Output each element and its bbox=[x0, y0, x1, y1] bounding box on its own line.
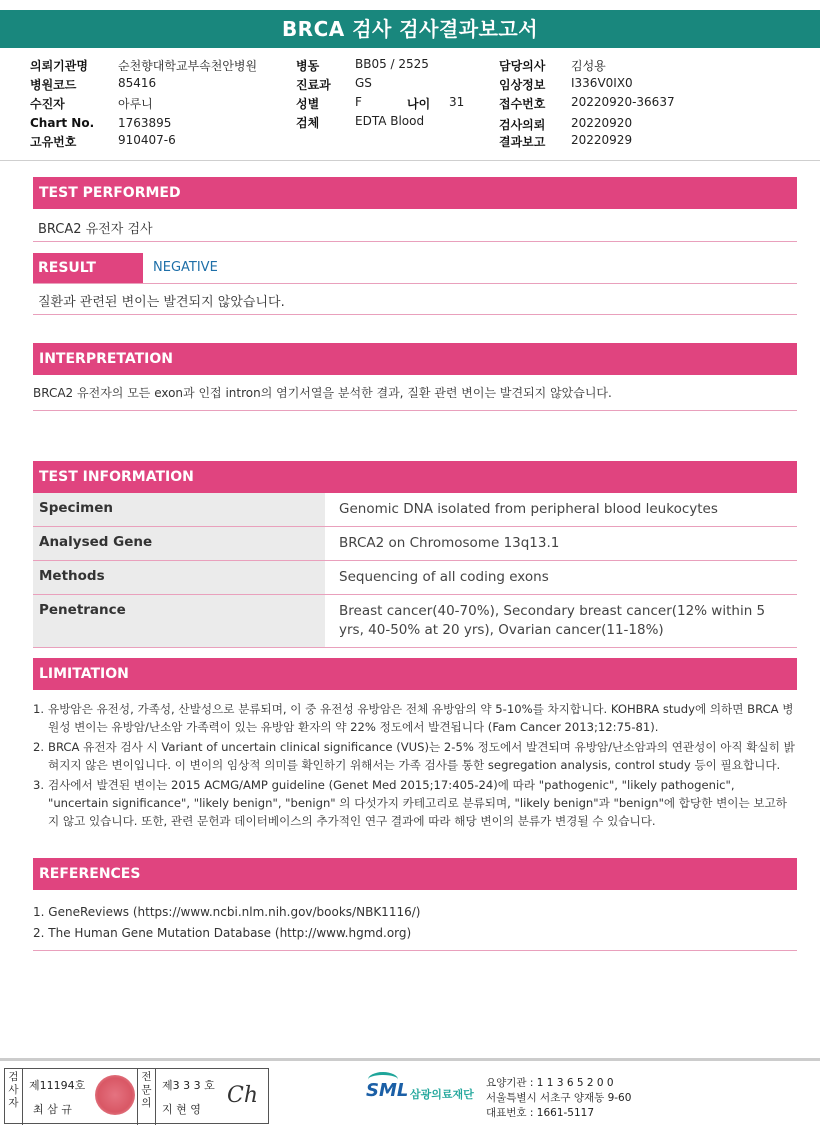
header-label: 병동 bbox=[296, 59, 320, 73]
list-number: 2. bbox=[33, 926, 45, 940]
section-heading-test-information: TEST INFORMATION bbox=[33, 461, 797, 493]
header-value: 20220929 bbox=[571, 133, 633, 147]
interpretation-text: BRCA2 유전자의 모든 exon과 인접 intron의 염기서열을 분석한 결과, 질환 관련 변이는 발견되지 않았습니다. bbox=[33, 386, 612, 400]
header-value: 순천향대학교부속천안병원 bbox=[118, 59, 258, 73]
header-label: 병원코드 bbox=[30, 78, 77, 92]
result-value: NEGATIVE bbox=[153, 260, 218, 275]
header-label: 의뢰기관명 bbox=[30, 59, 88, 73]
lab-code: 요양기관 : 1 1 3 6 5 2 0 0 bbox=[486, 1077, 614, 1089]
header-value: 김성용 bbox=[571, 59, 606, 73]
header-value: BB05 / 2525 bbox=[355, 57, 429, 71]
result-text: 질환과 관련된 변이는 발견되지 않았습니다. bbox=[38, 295, 285, 310]
list-item bbox=[33, 776, 797, 830]
divider bbox=[33, 950, 797, 951]
header-value: 85416 bbox=[118, 76, 157, 90]
lab-phone: 대표번호 : 1661-5117 bbox=[486, 1107, 595, 1119]
header-value: 20220920-36637 bbox=[571, 95, 675, 109]
header-value: 20220920 bbox=[571, 116, 633, 130]
table-row bbox=[33, 493, 797, 527]
inspector-license-no: 제11194호 bbox=[29, 1079, 86, 1092]
header-label: 성별 bbox=[296, 97, 320, 111]
header-value: EDTA Blood bbox=[355, 114, 425, 128]
report-title: BRCA 검사 검사결과보고서 bbox=[0, 10, 820, 48]
reviewer-label: 전문의 bbox=[137, 1069, 156, 1125]
logo-korean-text: 삼광의료재단 bbox=[410, 1088, 474, 1101]
info-key: Penetrance bbox=[33, 595, 325, 648]
header-label: Chart No. bbox=[30, 116, 95, 130]
list-number: 2. bbox=[33, 740, 45, 754]
header-label: 담당의사 bbox=[499, 59, 546, 73]
info-value: Breast cancer(40-70%), Secondary breast cancer(12% within 5 yrs, 40-50% at 20 yrs), Ovarian cancer(11-18%) bbox=[325, 595, 797, 648]
info-key: Specimen bbox=[33, 493, 325, 527]
lab-info bbox=[486, 1076, 631, 1121]
header-label: 고유번호 bbox=[30, 135, 77, 149]
test-performed-text: BRCA2 유전자 검사 bbox=[38, 222, 153, 237]
header-label: 나이 bbox=[407, 97, 431, 111]
divider bbox=[33, 283, 797, 284]
header-value: 910407-6 bbox=[118, 133, 176, 147]
divider bbox=[33, 241, 797, 242]
lab-address: 서울특별시 서초구 양재동 9-60 bbox=[486, 1092, 632, 1104]
references-list bbox=[33, 902, 797, 944]
section-heading-interpretation: INTERPRETATION bbox=[33, 343, 797, 375]
inspector-name: 최 삼 규 bbox=[33, 1103, 72, 1116]
logo-text: SML bbox=[366, 1080, 409, 1101]
header-label: 진료과 bbox=[296, 78, 331, 92]
list-number: 1. bbox=[33, 702, 45, 716]
info-value: Genomic DNA isolated from peripheral blood leukocytes bbox=[325, 493, 797, 527]
list-number: 3. bbox=[33, 778, 45, 792]
test-information-table bbox=[33, 493, 797, 648]
list-text: BRCA 유전자 검사 시 Variant of uncertain clinical significance (VUS)는 2-5% 정도에서 발견되며 유방암/난소암과의 연관성이 아직 확실히 밝혀지지 않은 변이입니다. 이 변이의 임상적 의미를 확인하기 위해서는 가족 검사를 통한 segregation analysis, control study 등이 필요합니다. bbox=[48, 740, 795, 772]
section-heading-references: REFERENCES bbox=[33, 858, 797, 890]
header-value: F bbox=[355, 95, 362, 109]
list-text: GeneReviews (https://www.ncbi.nlm.nih.gov/books/NBK1116/) bbox=[48, 905, 421, 919]
info-key: Analysed Gene bbox=[33, 527, 325, 561]
list-text: The Human Gene Mutation Database (http://www.hgmd.org) bbox=[48, 926, 412, 940]
reviewer-name: 지 현 영 bbox=[162, 1103, 201, 1116]
list-item bbox=[33, 902, 797, 923]
table-row bbox=[33, 561, 797, 595]
list-item bbox=[33, 923, 797, 944]
section-heading-limitation: LIMITATION bbox=[33, 658, 797, 690]
inspector-label: 검사자 bbox=[5, 1069, 23, 1125]
header-value: I336V0IX0 bbox=[571, 76, 633, 90]
header-label: 결과보고 bbox=[499, 135, 546, 149]
list-number: 1. bbox=[33, 905, 45, 919]
limitation-list bbox=[33, 700, 797, 830]
info-value: BRCA2 on Chromosome 13q13.1 bbox=[325, 527, 797, 561]
official-seal bbox=[95, 1075, 135, 1115]
signature-box bbox=[4, 1068, 269, 1124]
table-row bbox=[33, 527, 797, 561]
header-value: 31 bbox=[449, 95, 465, 109]
reviewer-license-no: 제3 3 3 호 bbox=[162, 1079, 215, 1092]
header-label: 접수번호 bbox=[499, 97, 546, 111]
patient-header bbox=[0, 48, 820, 161]
result-row bbox=[33, 253, 797, 283]
list-text: 유방암은 유전성, 가족성, 산발성으로 분류되며, 이 중 유전성 유방암은 전체 유방암의 약 5-10%를 차지합니다. KOHBRA study에 의하면 BRCA 병원성 변이는 유방암/난소암 가족력이 있는 유방암 환자의 약 22% 정도에서 발견됩니다 (Fam Cancer 2013;12:75-81). bbox=[48, 702, 794, 734]
result-label: RESULT bbox=[33, 253, 143, 283]
header-label: 수진자 bbox=[30, 97, 65, 111]
signature: Ch bbox=[227, 1083, 259, 1108]
list-item bbox=[33, 738, 797, 774]
list-item bbox=[33, 700, 797, 736]
divider bbox=[33, 410, 797, 411]
header-value: 아루니 bbox=[118, 97, 153, 111]
info-value: Sequencing of all coding exons bbox=[325, 561, 797, 595]
section-heading-test-performed: TEST PERFORMED bbox=[33, 177, 797, 209]
info-key: Methods bbox=[33, 561, 325, 595]
header-label: 검사의뢰 bbox=[499, 118, 546, 132]
divider bbox=[33, 314, 797, 315]
header-label: 임상정보 bbox=[499, 78, 546, 92]
header-label: 검체 bbox=[296, 116, 320, 130]
table-row bbox=[33, 595, 797, 648]
header-value: GS bbox=[355, 76, 372, 90]
footer-divider bbox=[0, 1058, 820, 1061]
list-text: 검사에서 발견된 변이는 2015 ACMG/AMP guideline (Genet Med 2015;17:405-24)에 따라 "pathogenic", "likely pathogenic", "uncertain significance", "likely benign", "benign" 의 다섯가지 카테고리로 분류되며, "likely benign"과 "benign"에 합당한 변이는 보고하지 않고 있습니다. 또한, 관련 문헌과 데이터베이스의 추가적인 연구 결과에 따라 해당 변이의 분류가 변경될 수 있습니다. bbox=[48, 778, 787, 828]
header-value: 1763895 bbox=[118, 116, 172, 130]
